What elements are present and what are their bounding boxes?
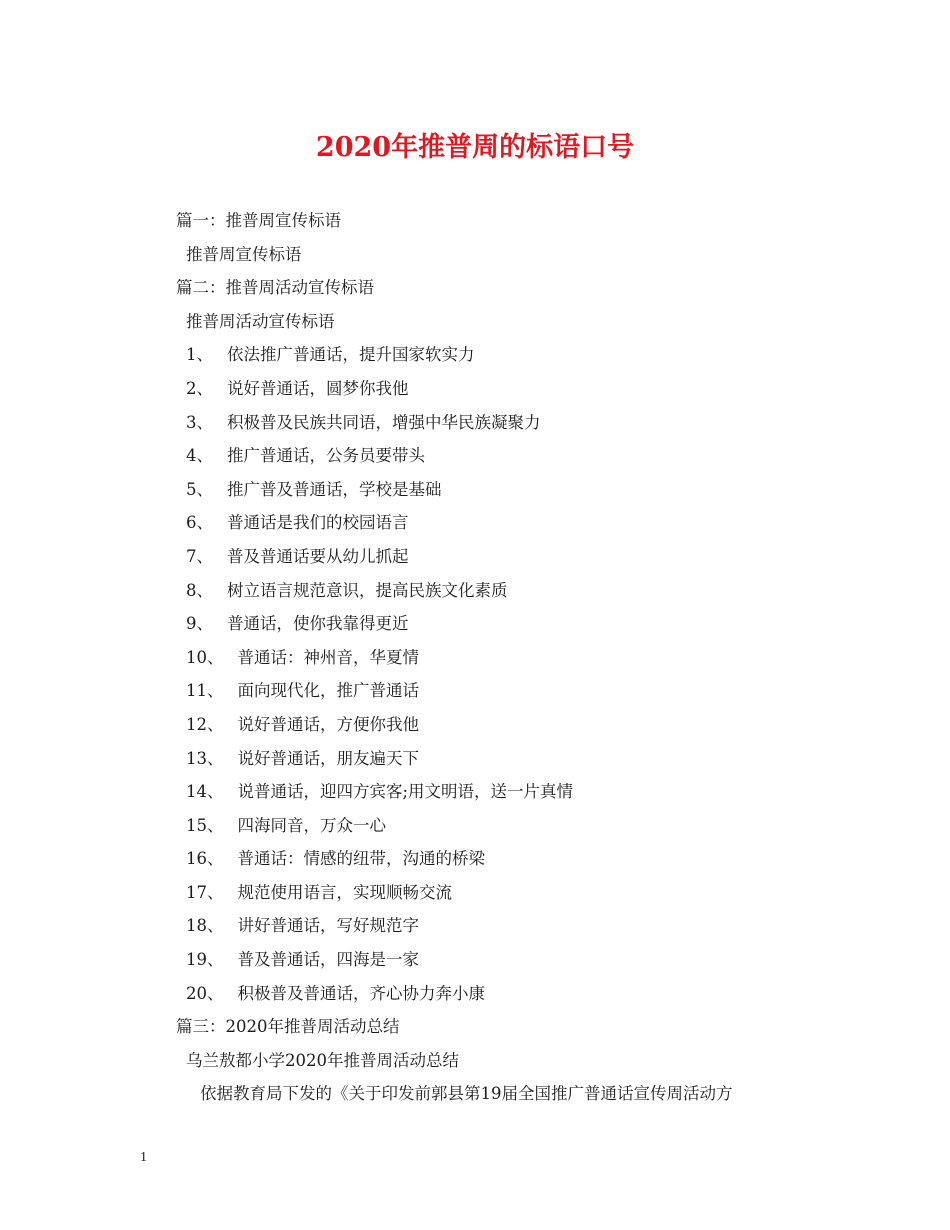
list-item <box>176 977 876 1011</box>
list-item-text: 四海同音，万众一心 <box>237 815 386 835</box>
list-item-text: 积极普及民族共同语，增强中华民族凝聚力 <box>227 412 541 432</box>
list-item <box>176 775 876 809</box>
page-title: 2020年推普周的标语口号 <box>315 132 635 163</box>
list-item-text: 普通话：神州音，华夏情 <box>237 647 419 667</box>
document-body <box>176 204 876 1111</box>
list-item-number: 16、 <box>186 849 224 869</box>
list-item-number: 5、 <box>186 479 213 499</box>
list-item-number: 17、 <box>186 882 224 902</box>
list-item-text: 普及普通话，四海是一家 <box>237 950 419 970</box>
list-item <box>176 540 876 574</box>
list-item <box>176 473 876 507</box>
list-item <box>176 909 876 943</box>
list-item <box>176 943 876 977</box>
list-item <box>176 708 876 742</box>
section-subtitle-2: 推普周活动宣传标语 <box>186 311 335 331</box>
list-item-text: 树立语言规范意识，提高民族文化素质 <box>227 580 508 600</box>
list-item-text: 推广普通话，公务员要带头 <box>227 446 425 466</box>
list-item-number: 6、 <box>186 513 213 533</box>
list-item-text: 普及普通话要从幼儿抓起 <box>227 546 409 566</box>
section-body-3: 依据教育局下发的《关于印发前郭县第19届全国推广普通话宣传周活动方 <box>200 1084 733 1104</box>
list-item-text: 说好普通话，圆梦你我他 <box>227 378 409 398</box>
list-item-text: 说普通话，迎四方宾客;用文明语，送一片真情 <box>237 782 574 802</box>
list-item-number: 13、 <box>186 748 224 768</box>
list-item-number: 15、 <box>186 815 224 835</box>
section-subtitle-1: 推普周宣传标语 <box>186 244 302 264</box>
list-item <box>176 674 876 708</box>
list-item-number: 4、 <box>186 446 213 466</box>
list-item-text: 推广普及普通话，学校是基础 <box>227 479 442 499</box>
list-item-text: 说好普通话，朋友遍天下 <box>237 748 419 768</box>
list-item-number: 1、 <box>186 345 213 365</box>
list-item <box>176 506 876 540</box>
list-item <box>176 876 876 910</box>
list-item <box>176 439 876 473</box>
list-item <box>176 574 876 608</box>
list-item-number: 11、 <box>186 681 224 701</box>
list-item-number: 2、 <box>186 378 213 398</box>
list-item <box>176 809 876 843</box>
list-item-number: 10、 <box>186 647 224 667</box>
list-item-text: 讲好普通话，写好规范字 <box>237 916 419 936</box>
list-item-number: 14、 <box>186 782 224 802</box>
list-item-number: 8、 <box>186 580 213 600</box>
list-item <box>176 406 876 440</box>
slogan-list <box>176 338 876 1010</box>
list-item <box>176 607 876 641</box>
list-item-number: 9、 <box>186 614 213 634</box>
list-item-number: 12、 <box>186 714 224 734</box>
list-item-number: 20、 <box>186 983 224 1003</box>
list-item-text: 规范使用语言，实现顺畅交流 <box>237 882 452 902</box>
list-item-text: 普通话，使你我靠得更近 <box>227 614 409 634</box>
section-heading-3: 篇三：2020年推普周活动总结 <box>176 1017 400 1037</box>
list-item <box>176 338 876 372</box>
list-item-text: 说好普通话，方便你我他 <box>237 714 419 734</box>
list-item-text: 普通话是我们的校园语言 <box>227 513 409 533</box>
page-number: 1 <box>140 1150 147 1165</box>
section-heading-1: 篇一：推普周宣传标语 <box>176 211 341 230</box>
section-heading-2: 篇二：推普周活动宣传标语 <box>176 278 374 298</box>
list-item-text: 依法推广普通话，提升国家软实力 <box>227 345 475 365</box>
list-item-number: 7、 <box>186 546 213 566</box>
list-item-number: 18、 <box>186 916 224 936</box>
list-item <box>176 842 876 876</box>
list-item-text: 面向现代化，推广普通话 <box>237 681 419 701</box>
list-item-number: 3、 <box>186 412 213 432</box>
list-item-number: 19、 <box>186 950 224 970</box>
section-subtitle-3: 乌兰敖都小学2020年推普周活动总结 <box>186 1050 459 1070</box>
list-item <box>176 641 876 675</box>
list-item-text: 积极普及普通话，齐心协力奔小康 <box>237 983 485 1003</box>
list-item <box>176 372 876 406</box>
list-item-text: 普通话：情感的纽带，沟通的桥梁 <box>237 849 485 869</box>
list-item <box>176 742 876 776</box>
